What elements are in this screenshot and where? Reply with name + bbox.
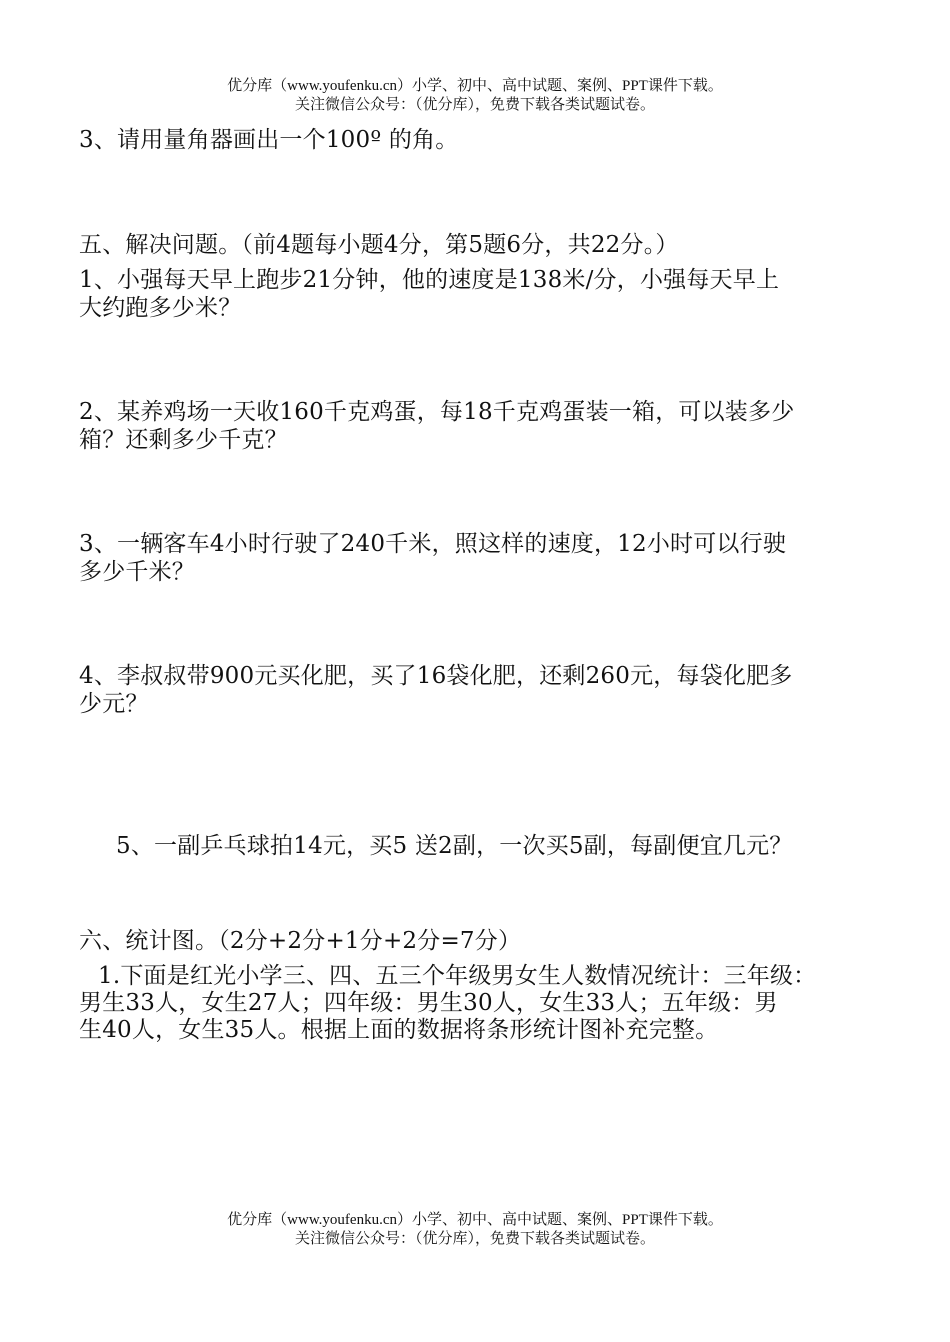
problem-4-line-2: 少元？ xyxy=(79,691,149,717)
stats-question-line-1: 1.下面是红光小学三、四、五三个年级男女生人数情况统计：三年级： xyxy=(98,963,817,989)
angle-question: 3、请用量角器画出一个100º 的角。 xyxy=(79,127,459,153)
problem-4-line-1: 4、李叔叔带900元买化肥，买了16袋化肥，还剩260元，每袋化肥多 xyxy=(79,663,793,689)
section-6-heading: 六、统计图。（2分+2分+1分+2分=7分） xyxy=(79,928,522,954)
problem-3-line-2: 多少千米？ xyxy=(79,559,195,585)
header-line-1: 优分库（www.youfenku.cn）小学、初中、高中试题、案例、PPT课件下载。 xyxy=(227,78,723,94)
footer-line-1: 优分库（www.youfenku.cn）小学、初中、高中试题、案例、PPT课件下载。 xyxy=(227,1212,723,1228)
problem-1-line-1: 1、小强每天早上跑步21分钟，他的速度是138米/分，小强每天早上 xyxy=(79,267,780,293)
stats-question-line-3: 生40人，女生35人。根据上面的数据将条形统计图补充完整。 xyxy=(79,1017,719,1043)
problem-1-line-2: 大约跑多少米？ xyxy=(79,295,242,321)
problem-2-line-2: 箱？还剩多少千克？ xyxy=(79,427,288,453)
problem-5: 5、一副乒乓球拍14元，买5 送2副，一次买5副，每副便宜几元？ xyxy=(116,833,793,859)
header-line-2: 关注微信公众号：（优分库），免费下载各类试题试卷。 xyxy=(294,97,655,113)
problem-2-line-1: 2、某养鸡场一天收160千克鸡蛋，每18千克鸡蛋装一箱，可以装多少 xyxy=(79,399,795,425)
page-header xyxy=(0,77,950,115)
page-footer xyxy=(0,1211,950,1249)
problem-3-line-1: 3、一辆客车4小时行驶了240千米，照这样的速度，12小时可以行驶 xyxy=(79,531,787,557)
section-5-heading: 五、解决问题。（前4题每小题4分，第5题6分，共22分。） xyxy=(79,232,679,258)
footer-line-2: 关注微信公众号：（优分库），免费下载各类试题试卷。 xyxy=(294,1231,655,1247)
stats-question-line-2: 男生33人，女生27人；四年级：男生30人，女生33人；五年级：男 xyxy=(79,990,778,1016)
